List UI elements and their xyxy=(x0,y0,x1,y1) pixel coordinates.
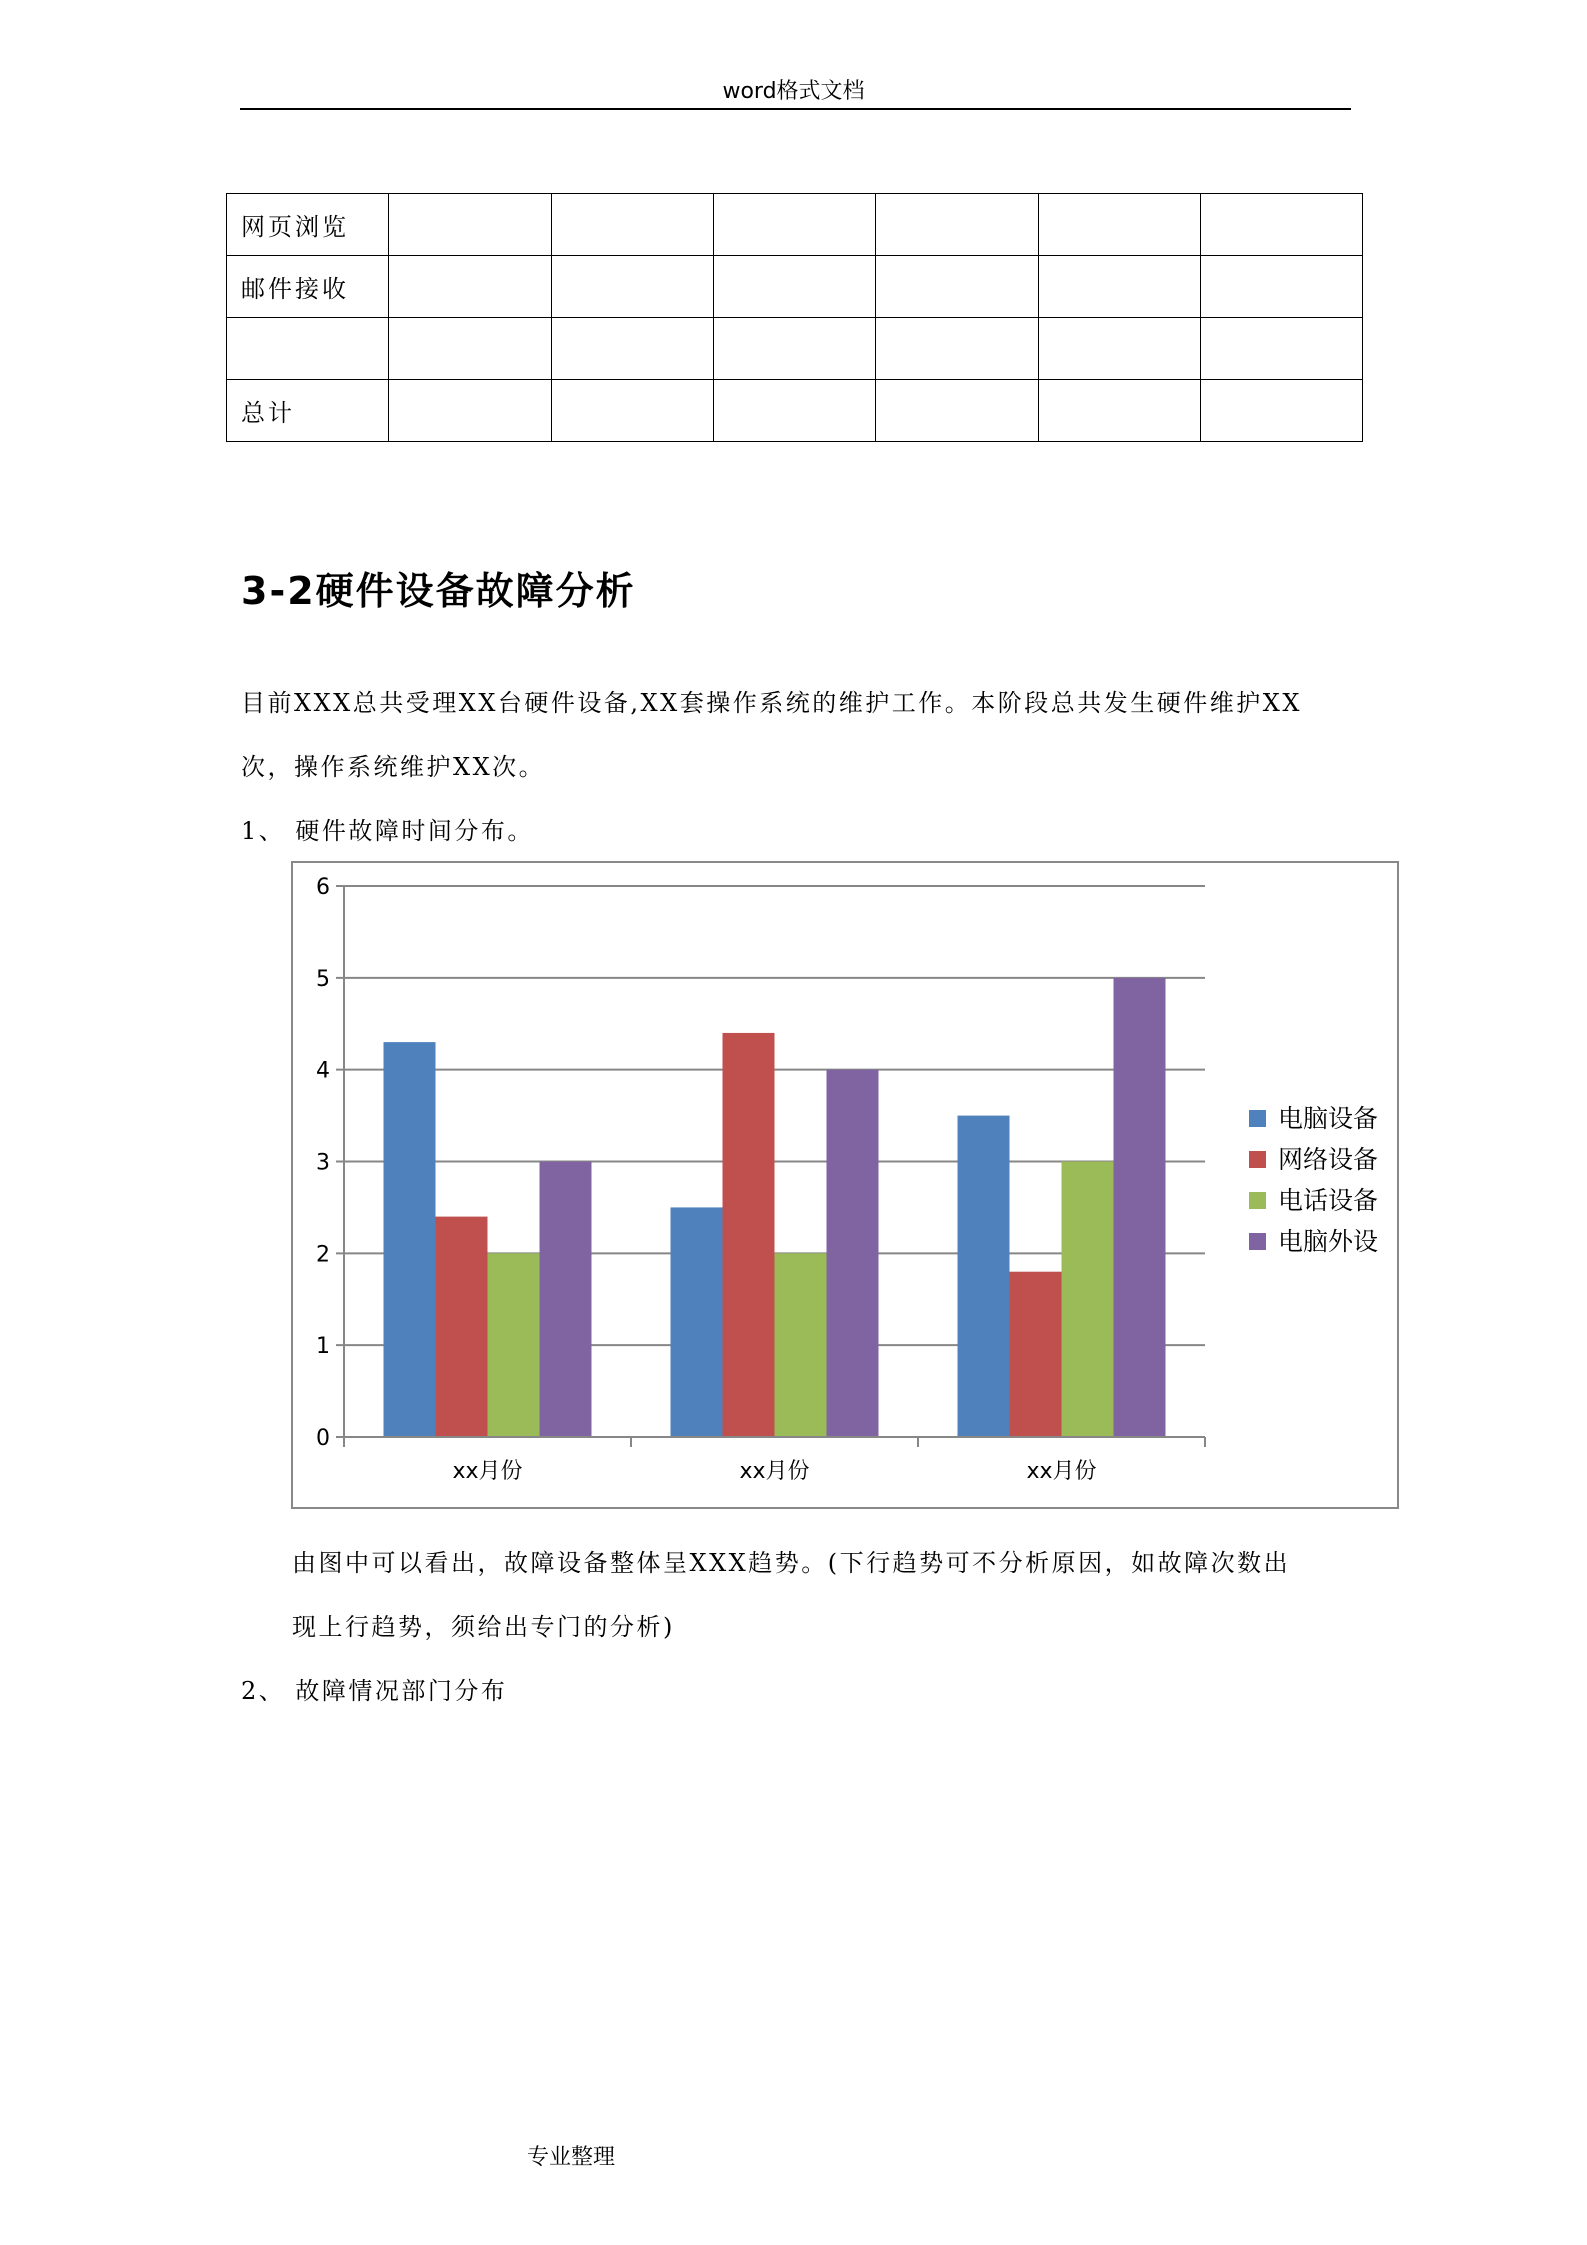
table-cell xyxy=(552,256,714,318)
table-cell xyxy=(1201,256,1363,318)
table-cell xyxy=(1039,194,1201,256)
analysis-paragraph-line2: 现上行趋势，须给出专门的分析) xyxy=(292,1613,675,1641)
legend-swatch xyxy=(1249,1151,1266,1168)
page-footer: 专业整理 xyxy=(527,2145,616,2170)
legend-label: 网络设备 xyxy=(1278,1145,1379,1174)
table-cell xyxy=(1039,256,1201,318)
bar xyxy=(671,1207,723,1437)
bar xyxy=(436,1217,488,1437)
table-cell xyxy=(876,256,1039,318)
table-cell xyxy=(876,194,1039,256)
bar xyxy=(827,1070,879,1437)
table-cell xyxy=(389,256,552,318)
y-tick-label: 0 xyxy=(316,1426,330,1451)
bar xyxy=(775,1253,827,1437)
legend-swatch xyxy=(1249,1233,1266,1250)
list-item-1: 1、 硬件故障时间分布。 xyxy=(241,817,534,845)
x-category-label: xx月份 xyxy=(739,1459,810,1484)
table-row xyxy=(227,318,1363,380)
bar-chart xyxy=(291,861,1399,1509)
section-heading: 3-2硬件设备故障分析 xyxy=(241,569,636,613)
bar xyxy=(1010,1272,1062,1437)
y-tick-label: 5 xyxy=(316,966,330,992)
legend-label: 电脑外设 xyxy=(1278,1227,1379,1256)
table-row xyxy=(227,194,1363,256)
legend-swatch xyxy=(1249,1192,1266,1209)
table-cell xyxy=(714,256,876,318)
y-tick-label: 4 xyxy=(316,1058,330,1084)
row-label xyxy=(227,318,389,380)
header-divider xyxy=(240,108,1351,110)
table-row xyxy=(227,380,1363,442)
bar xyxy=(723,1033,775,1437)
analysis-paragraph-line1: 由图中可以看出，故障设备整体呈XXX趋势。(下行趋势可不分析原因，如故障次数出 xyxy=(292,1549,1291,1577)
table-cell xyxy=(714,380,876,442)
intro-paragraph-line1: 目前XXX总共受理XX台硬件设备,XX套操作系统的维护工作。本阶段总共发生硬件维护XX xyxy=(241,689,1302,717)
x-category-label: xx月份 xyxy=(452,1459,523,1484)
table-cell xyxy=(1039,380,1201,442)
statistics-table xyxy=(226,193,1363,442)
bar xyxy=(958,1116,1010,1437)
row-label: 网页浏览 xyxy=(227,194,389,256)
page-header-title: word格式文档 xyxy=(722,79,865,104)
bar xyxy=(540,1162,592,1438)
table-cell xyxy=(389,194,552,256)
x-category-label: xx月份 xyxy=(1026,1459,1097,1484)
row-label: 邮件接收 xyxy=(227,256,389,318)
bar xyxy=(384,1042,436,1437)
table-cell xyxy=(552,194,714,256)
table-cell xyxy=(1201,318,1363,380)
table-cell xyxy=(389,318,552,380)
table-cell xyxy=(714,318,876,380)
table-cell xyxy=(1039,318,1201,380)
legend-label: 电话设备 xyxy=(1278,1186,1379,1215)
intro-paragraph-line2: 次，操作系统维护XX次。 xyxy=(241,753,546,781)
y-tick-label: 2 xyxy=(316,1242,330,1268)
table-cell xyxy=(714,194,876,256)
legend-swatch xyxy=(1249,1110,1266,1127)
table-cell xyxy=(876,380,1039,442)
table-cell xyxy=(1201,194,1363,256)
bar xyxy=(488,1253,540,1437)
bar xyxy=(1114,978,1166,1437)
y-tick-label: 3 xyxy=(316,1150,330,1176)
legend-label: 电脑设备 xyxy=(1278,1104,1379,1133)
bar xyxy=(1062,1162,1114,1438)
table-cell xyxy=(876,318,1039,380)
table-row xyxy=(227,256,1363,318)
table-cell xyxy=(552,318,714,380)
table-cell xyxy=(552,380,714,442)
table-cell xyxy=(1201,380,1363,442)
row-label: 总计 xyxy=(227,380,389,442)
y-tick-label: 6 xyxy=(316,875,330,900)
list-item-2: 2、 故障情况部门分布 xyxy=(241,1677,508,1705)
table-cell xyxy=(389,380,552,442)
y-tick-label: 1 xyxy=(316,1334,330,1360)
